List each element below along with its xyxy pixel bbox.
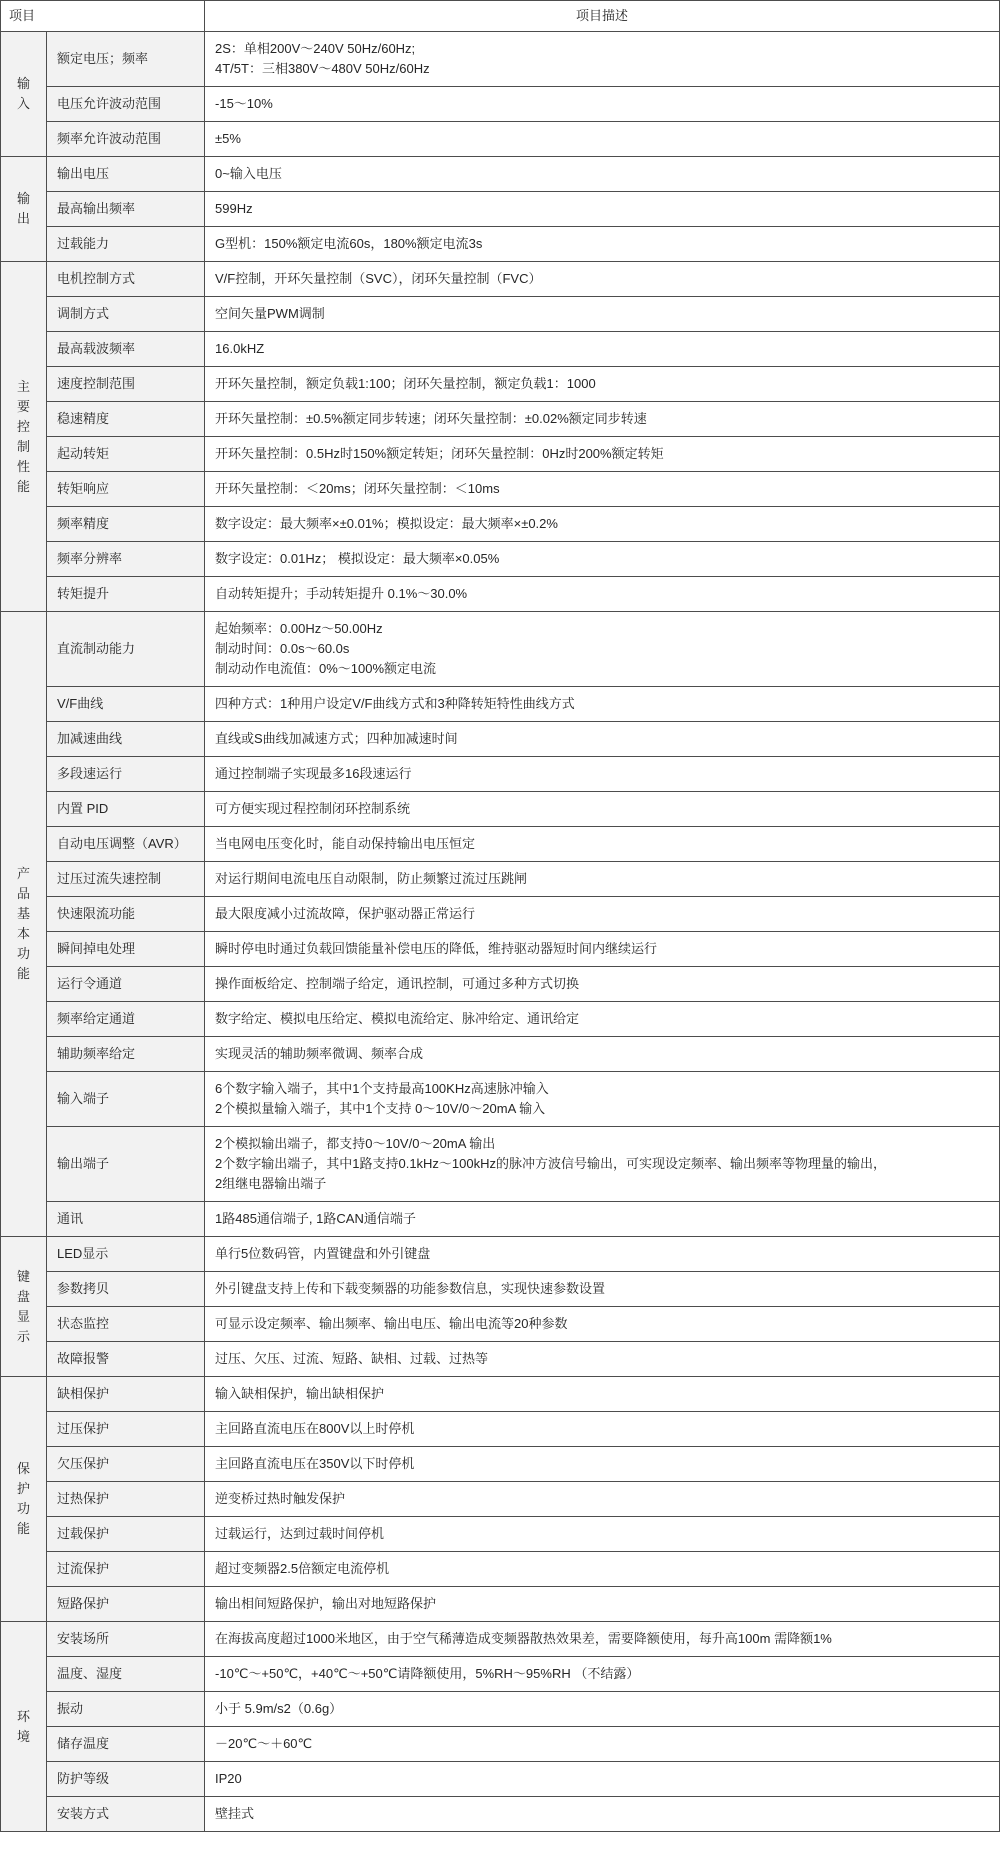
group-label-cell: 产品基本功能	[1, 612, 47, 1237]
spec-row	[1, 1692, 1000, 1727]
desc-line: 2个模拟输出端子，都支持0～10V/0～20mA 输出	[215, 1136, 496, 1151]
desc-line: IP20	[215, 1771, 242, 1786]
spec-row	[1, 1727, 1000, 1762]
item-name-cell: 缺相保护	[47, 1377, 205, 1412]
desc-line: -15～10%	[215, 96, 273, 111]
item-name-cell: 输入端子	[47, 1072, 205, 1127]
item-desc-cell	[205, 1797, 1000, 1832]
spec-row	[1, 402, 1000, 437]
spec-row	[1, 122, 1000, 157]
item-name-cell: 过热保护	[47, 1482, 205, 1517]
desc-line: 过载运行，达到过载时间停机	[215, 1526, 385, 1541]
item-name-cell: 辅助频率给定	[47, 1037, 205, 1072]
item-name-cell: 过载能力	[47, 227, 205, 262]
item-name-cell: 过载保护	[47, 1517, 205, 1552]
desc-line: 壁挂式	[215, 1806, 255, 1821]
desc-line: 599Hz	[215, 201, 253, 216]
item-name-cell: 防护等级	[47, 1762, 205, 1797]
item-name-cell: 通讯	[47, 1202, 205, 1237]
spec-row	[1, 1127, 1000, 1202]
desc-line: V/F控制，开环矢量控制（SVC），闭环矢量控制（FVC）	[215, 271, 542, 286]
item-name-cell: 振动	[47, 1692, 205, 1727]
desc-line: 外引键盘支持上传和下载变频器的功能参数信息，实现快速参数设置	[215, 1281, 606, 1296]
item-name-cell: 快速限流功能	[47, 897, 205, 932]
item-name-cell: 安装方式	[47, 1797, 205, 1832]
desc-line: 6个数字输入端子，其中1个支持最高100KHz高速脉冲输入	[215, 1081, 549, 1096]
spec-row	[1, 612, 1000, 687]
item-name-cell: 速度控制范围	[47, 367, 205, 402]
desc-line: 开环矢量控制，额定负载1:100；闭环矢量控制，额定负载1：1000	[215, 376, 596, 391]
desc-line: 数字设定：最大频率×±0.01%；模拟设定：最大频率×±0.2%	[215, 516, 558, 531]
item-name-cell: V/F曲线	[47, 687, 205, 722]
spec-row	[1, 1037, 1000, 1072]
spec-row	[1, 542, 1000, 577]
spec-row	[1, 827, 1000, 862]
item-desc-cell	[205, 792, 1000, 827]
spec-row	[1, 507, 1000, 542]
spec-row	[1, 157, 1000, 192]
desc-line: 小于 5.9m/s2（0.6g）	[215, 1701, 343, 1716]
desc-line: G型机：150%额定电流60s，180%额定电流3s	[215, 236, 483, 251]
item-name-cell: 故障报警	[47, 1342, 205, 1377]
item-name-cell: 加减速曲线	[47, 722, 205, 757]
item-name-cell: 额定电压；频率	[47, 32, 205, 87]
item-desc-cell	[205, 1447, 1000, 1482]
item-desc-cell	[205, 192, 1000, 227]
desc-line: 四种方式：1种用户设定V/F曲线方式和3种降转矩特性曲线方式	[215, 696, 575, 711]
item-desc-cell	[205, 472, 1000, 507]
spec-row	[1, 437, 1000, 472]
item-name-cell: 最高输出频率	[47, 192, 205, 227]
item-name-cell: 转矩响应	[47, 472, 205, 507]
spec-row	[1, 1622, 1000, 1657]
desc-line: 可方便实现过程控制闭环控制系统	[215, 801, 411, 816]
desc-line: 2组继电器输出端子	[215, 1176, 327, 1191]
desc-line: -10℃～+50℃，+40℃～+50℃请降额使用，5%RH～95%RH （不结露）	[215, 1666, 640, 1681]
item-name-cell: 安装场所	[47, 1622, 205, 1657]
item-desc-cell	[205, 1002, 1000, 1037]
spec-row	[1, 1342, 1000, 1377]
desc-line: 16.0kHZ	[215, 341, 265, 356]
desc-line: 输入缺相保护，输出缺相保护	[215, 1386, 385, 1401]
spec-row	[1, 262, 1000, 297]
desc-line: 通过控制端子实现最多16段速运行	[215, 766, 412, 781]
spec-row	[1, 1002, 1000, 1037]
item-desc-cell	[205, 897, 1000, 932]
item-desc-cell	[205, 87, 1000, 122]
desc-line: 操作面板给定、控制端子给定，通讯控制，可通过多种方式切换	[215, 976, 580, 991]
item-name-cell: 状态监控	[47, 1307, 205, 1342]
item-desc-cell	[205, 1482, 1000, 1517]
item-desc-cell	[205, 32, 1000, 87]
desc-line: 数字给定、模拟电压给定、模拟电流给定、脉冲给定、通讯给定	[215, 1011, 580, 1026]
item-name-cell: 最高载波频率	[47, 332, 205, 367]
spec-row	[1, 932, 1000, 967]
item-desc-cell	[205, 757, 1000, 792]
group-label-cell: 主要控制性能	[1, 262, 47, 612]
spec-row	[1, 472, 1000, 507]
item-name-cell: 稳速精度	[47, 402, 205, 437]
item-desc-cell	[205, 827, 1000, 862]
desc-line: 在海拔高度超过1000米地区，由于空气稀薄造成变频器散热效果差，需要降额使用，每升高100m 需降额1%	[215, 1631, 832, 1646]
spec-row	[1, 1072, 1000, 1127]
item-name-cell: 频率给定通道	[47, 1002, 205, 1037]
header-item-col: 项目	[1, 1, 205, 32]
item-name-cell: 瞬间掉电处理	[47, 932, 205, 967]
item-desc-cell	[205, 332, 1000, 367]
spec-row	[1, 1307, 1000, 1342]
item-name-cell: 内置 PID	[47, 792, 205, 827]
spec-row	[1, 1412, 1000, 1447]
item-desc-cell	[205, 1202, 1000, 1237]
item-name-cell: 频率允许波动范围	[47, 122, 205, 157]
spec-row	[1, 792, 1000, 827]
desc-line: 0~输入电压	[215, 166, 282, 181]
desc-line: 实现灵活的辅助频率微调、频率合成	[215, 1046, 424, 1061]
item-desc-cell	[205, 932, 1000, 967]
item-name-cell: 频率精度	[47, 507, 205, 542]
desc-line: 单行5位数码管，内置键盘和外引键盘	[215, 1246, 431, 1261]
item-desc-cell	[205, 1412, 1000, 1447]
desc-line: 瞬时停电时通过负载回馈能量补偿电压的降低，维持驱动器短时间内继续运行	[215, 941, 658, 956]
spec-row	[1, 297, 1000, 332]
desc-line: 空间矢量PWM调制	[215, 306, 325, 321]
spec-row	[1, 897, 1000, 932]
item-desc-cell	[205, 437, 1000, 472]
item-desc-cell	[205, 1307, 1000, 1342]
item-name-cell: 欠压保护	[47, 1447, 205, 1482]
desc-line: 制动动作电流值：0%～100%额定电流	[215, 661, 437, 676]
item-desc-cell	[205, 1037, 1000, 1072]
spec-row	[1, 1517, 1000, 1552]
desc-line: 超过变频器2.5倍额定电流停机	[215, 1561, 390, 1576]
item-desc-cell	[205, 1517, 1000, 1552]
desc-line: 1路485通信端子, 1路CAN通信端子	[215, 1211, 416, 1226]
item-desc-cell	[205, 577, 1000, 612]
desc-line: 可显示设定频率、输出频率、输出电压、输出电流等20种参数	[215, 1316, 568, 1331]
spec-row	[1, 757, 1000, 792]
item-desc-cell	[205, 1552, 1000, 1587]
item-name-cell: LED显示	[47, 1237, 205, 1272]
spec-row	[1, 1552, 1000, 1587]
spec-row	[1, 1237, 1000, 1272]
item-name-cell: 过压保护	[47, 1412, 205, 1447]
item-desc-cell	[205, 1762, 1000, 1797]
spec-row	[1, 1587, 1000, 1622]
desc-line: 2个模拟量输入端子，其中1个支持 0～10V/0～20mA 输入	[215, 1101, 546, 1116]
desc-line: 主回路直流电压在350V以下时停机	[215, 1456, 415, 1471]
spec-row	[1, 1272, 1000, 1307]
item-name-cell: 过压过流失速控制	[47, 862, 205, 897]
item-desc-cell	[205, 1727, 1000, 1762]
item-desc-cell	[205, 722, 1000, 757]
item-desc-cell	[205, 262, 1000, 297]
desc-line: 开环矢量控制：±0.5%额定同步转速；闭环矢量控制：±0.02%额定同步转速	[215, 411, 647, 426]
item-desc-cell	[205, 227, 1000, 262]
desc-line: 当电网电压变化时，能自动保持输出电压恒定	[215, 836, 476, 851]
item-desc-cell	[205, 1622, 1000, 1657]
item-name-cell: 输出端子	[47, 1127, 205, 1202]
item-desc-cell	[205, 157, 1000, 192]
group-label-cell: 保护功能	[1, 1377, 47, 1622]
item-name-cell: 电机控制方式	[47, 262, 205, 297]
spec-row	[1, 1202, 1000, 1237]
spec-row	[1, 967, 1000, 1002]
item-desc-cell	[205, 122, 1000, 157]
spec-row	[1, 87, 1000, 122]
item-name-cell: 储存温度	[47, 1727, 205, 1762]
desc-line: 2个数字输出端子，其中1路支持0.1kHz～100kHz的脉冲方波信号输出，可实现设定频率、输出频率等物理量的输出，	[215, 1156, 887, 1171]
group-label-cell: 输入	[1, 32, 47, 157]
spec-table-body	[1, 32, 1000, 1832]
item-desc-cell	[205, 1072, 1000, 1127]
spec-row	[1, 862, 1000, 897]
item-name-cell: 调制方式	[47, 297, 205, 332]
item-desc-cell	[205, 1342, 1000, 1377]
item-desc-cell	[205, 1692, 1000, 1727]
desc-line: 主回路直流电压在800V以上时停机	[215, 1421, 415, 1436]
desc-line: 直线或S曲线加减速方式；四种加减速时间	[215, 731, 458, 746]
item-desc-cell	[205, 1377, 1000, 1412]
item-desc-cell	[205, 1657, 1000, 1692]
desc-line: 逆变桥过热时触发保护	[215, 1491, 346, 1506]
item-desc-cell	[205, 367, 1000, 402]
desc-line: 数字设定：0.01Hz； 模拟设定：最大频率×0.05%	[215, 551, 500, 566]
item-desc-cell	[205, 1272, 1000, 1307]
header-row	[1, 1, 1000, 32]
item-name-cell: 自动电压调整（AVR）	[47, 827, 205, 862]
spec-row	[1, 1482, 1000, 1517]
desc-line: 4T/5T：三相380V～480V 50Hz/60Hz	[215, 61, 430, 76]
item-desc-cell	[205, 967, 1000, 1002]
group-label-cell: 键盘显示	[1, 1237, 47, 1377]
desc-line: 对运行期间电流电压自动限制，防止频繁过流过压跳闸	[215, 871, 528, 886]
desc-line: 自动转矩提升；手动转矩提升 0.1%～30.0%	[215, 586, 468, 601]
desc-line: 开环矢量控制：＜20ms；闭环矢量控制：＜10ms	[215, 481, 500, 496]
item-desc-cell	[205, 1127, 1000, 1202]
group-label-cell: 输出	[1, 157, 47, 262]
item-name-cell: 直流制动能力	[47, 612, 205, 687]
item-desc-cell	[205, 402, 1000, 437]
spec-row	[1, 332, 1000, 367]
spec-row	[1, 687, 1000, 722]
spec-row	[1, 1762, 1000, 1797]
spec-row	[1, 577, 1000, 612]
desc-line: ±5%	[215, 131, 241, 146]
item-desc-cell	[205, 1237, 1000, 1272]
desc-line: 输出相间短路保护，输出对地短路保护	[215, 1596, 437, 1611]
spec-row	[1, 1377, 1000, 1412]
item-name-cell: 转矩提升	[47, 577, 205, 612]
desc-line: 最大限度减小过流故障，保护驱动器正常运行	[215, 906, 476, 921]
item-desc-cell	[205, 297, 1000, 332]
spec-row	[1, 1447, 1000, 1482]
spec-row	[1, 1657, 1000, 1692]
item-name-cell: 短路保护	[47, 1587, 205, 1622]
item-name-cell: 运行令通道	[47, 967, 205, 1002]
header-desc-col: 项目描述	[205, 1, 1000, 32]
desc-line: －20℃～＋60℃	[215, 1736, 313, 1751]
item-desc-cell	[205, 687, 1000, 722]
desc-line: 2S：单相200V～240V 50Hz/60Hz;	[215, 41, 416, 56]
group-label-cell: 环境	[1, 1622, 47, 1832]
spec-row	[1, 1797, 1000, 1832]
item-desc-cell	[205, 507, 1000, 542]
item-name-cell: 输出电压	[47, 157, 205, 192]
spec-row	[1, 32, 1000, 87]
item-desc-cell	[205, 612, 1000, 687]
item-desc-cell	[205, 542, 1000, 577]
item-name-cell: 参数拷贝	[47, 1272, 205, 1307]
item-name-cell: 起动转矩	[47, 437, 205, 472]
desc-line: 制动时间：0.0s～60.0s	[215, 641, 350, 656]
spec-row	[1, 367, 1000, 402]
item-desc-cell	[205, 862, 1000, 897]
desc-line: 过压、欠压、过流、短路、缺相、过载、过热等	[215, 1351, 489, 1366]
item-name-cell: 电压允许波动范围	[47, 87, 205, 122]
item-desc-cell	[205, 1587, 1000, 1622]
item-name-cell: 温度、湿度	[47, 1657, 205, 1692]
item-name-cell: 过流保护	[47, 1552, 205, 1587]
item-name-cell: 多段速运行	[47, 757, 205, 792]
spec-row	[1, 722, 1000, 757]
desc-line: 起始频率：0.00Hz～50.00Hz	[215, 621, 383, 636]
spec-row	[1, 192, 1000, 227]
spec-row	[1, 227, 1000, 262]
desc-line: 开环矢量控制：0.5Hz时150%额定转矩；闭环矢量控制：0Hz时200%额定转矩	[215, 446, 664, 461]
item-name-cell: 频率分辨率	[47, 542, 205, 577]
